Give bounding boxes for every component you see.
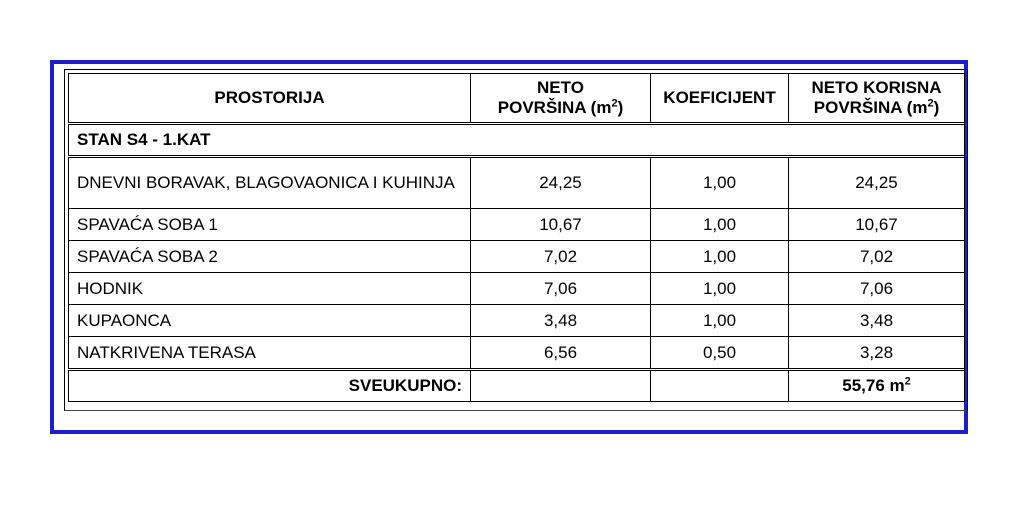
room-name: SPAVAĆA SOBA 2	[69, 241, 471, 273]
table-container	[64, 69, 968, 411]
total-empty-cell	[471, 370, 651, 402]
header-net-area	[471, 74, 651, 124]
net-usable-value: 7,02	[789, 241, 965, 273]
net-usable-value: 3,28	[789, 337, 965, 370]
header-net-usable-line1: NETO KORISNA	[811, 78, 942, 97]
section-title: STAN S4 - 1.KAT	[69, 124, 965, 157]
table-row	[69, 157, 965, 209]
room-name: NATKRIVENA TERASA	[69, 337, 471, 370]
header-net-usable-line2: POVRŠINA $(m^2)$	[813, 97, 940, 117]
net-usable-value: 7,06	[789, 273, 965, 305]
net-area-value: 10,67	[471, 209, 651, 241]
coefficient-value: 1,00	[651, 273, 789, 305]
net-area-value: 6,56	[471, 337, 651, 370]
header-room: PROSTORIJA	[69, 74, 471, 124]
room-name: DNEVNI BORAVAK, BLAGOVAONICA I KUHINJA	[69, 157, 471, 209]
coefficient-value: 1,00	[651, 157, 789, 209]
table-row	[69, 305, 965, 337]
net-usable-value: 10,67	[789, 209, 965, 241]
coefficient-value: 1,00	[651, 241, 789, 273]
header-net-area-line2: POVRŠINA $(m^2)$	[497, 97, 624, 117]
room-name: KUPAONCA	[69, 305, 471, 337]
table-row	[69, 273, 965, 305]
coefficient-value: 1,00	[651, 209, 789, 241]
area-table	[68, 73, 965, 402]
coefficient-value: 1,00	[651, 305, 789, 337]
table-row	[69, 337, 965, 370]
net-area-value: 24,25	[471, 157, 651, 209]
table-row	[69, 241, 965, 273]
net-area-value: 7,06	[471, 273, 651, 305]
net-usable-value: 3,48	[789, 305, 965, 337]
header-net-usable-area	[789, 74, 965, 124]
table-header-row	[69, 74, 965, 124]
net-area-value: 7,02	[471, 241, 651, 273]
total-label: SVEUKUPNO:	[69, 370, 471, 402]
room-name: SPAVAĆA SOBA 1	[69, 209, 471, 241]
net-usable-value: 24,25	[789, 157, 965, 209]
total-row	[69, 370, 965, 402]
header-coefficient: KOEFICIJENT	[651, 74, 789, 124]
total-empty-cell	[651, 370, 789, 402]
document-frame	[50, 60, 968, 434]
table-row	[69, 209, 965, 241]
header-net-area-line1: NETO	[537, 78, 584, 97]
total-value: 55,76 $m^2$	[789, 370, 965, 402]
section-row	[69, 124, 965, 157]
net-area-value: 3,48	[471, 305, 651, 337]
coefficient-value: 0,50	[651, 337, 789, 370]
room-name: HODNIK	[69, 273, 471, 305]
